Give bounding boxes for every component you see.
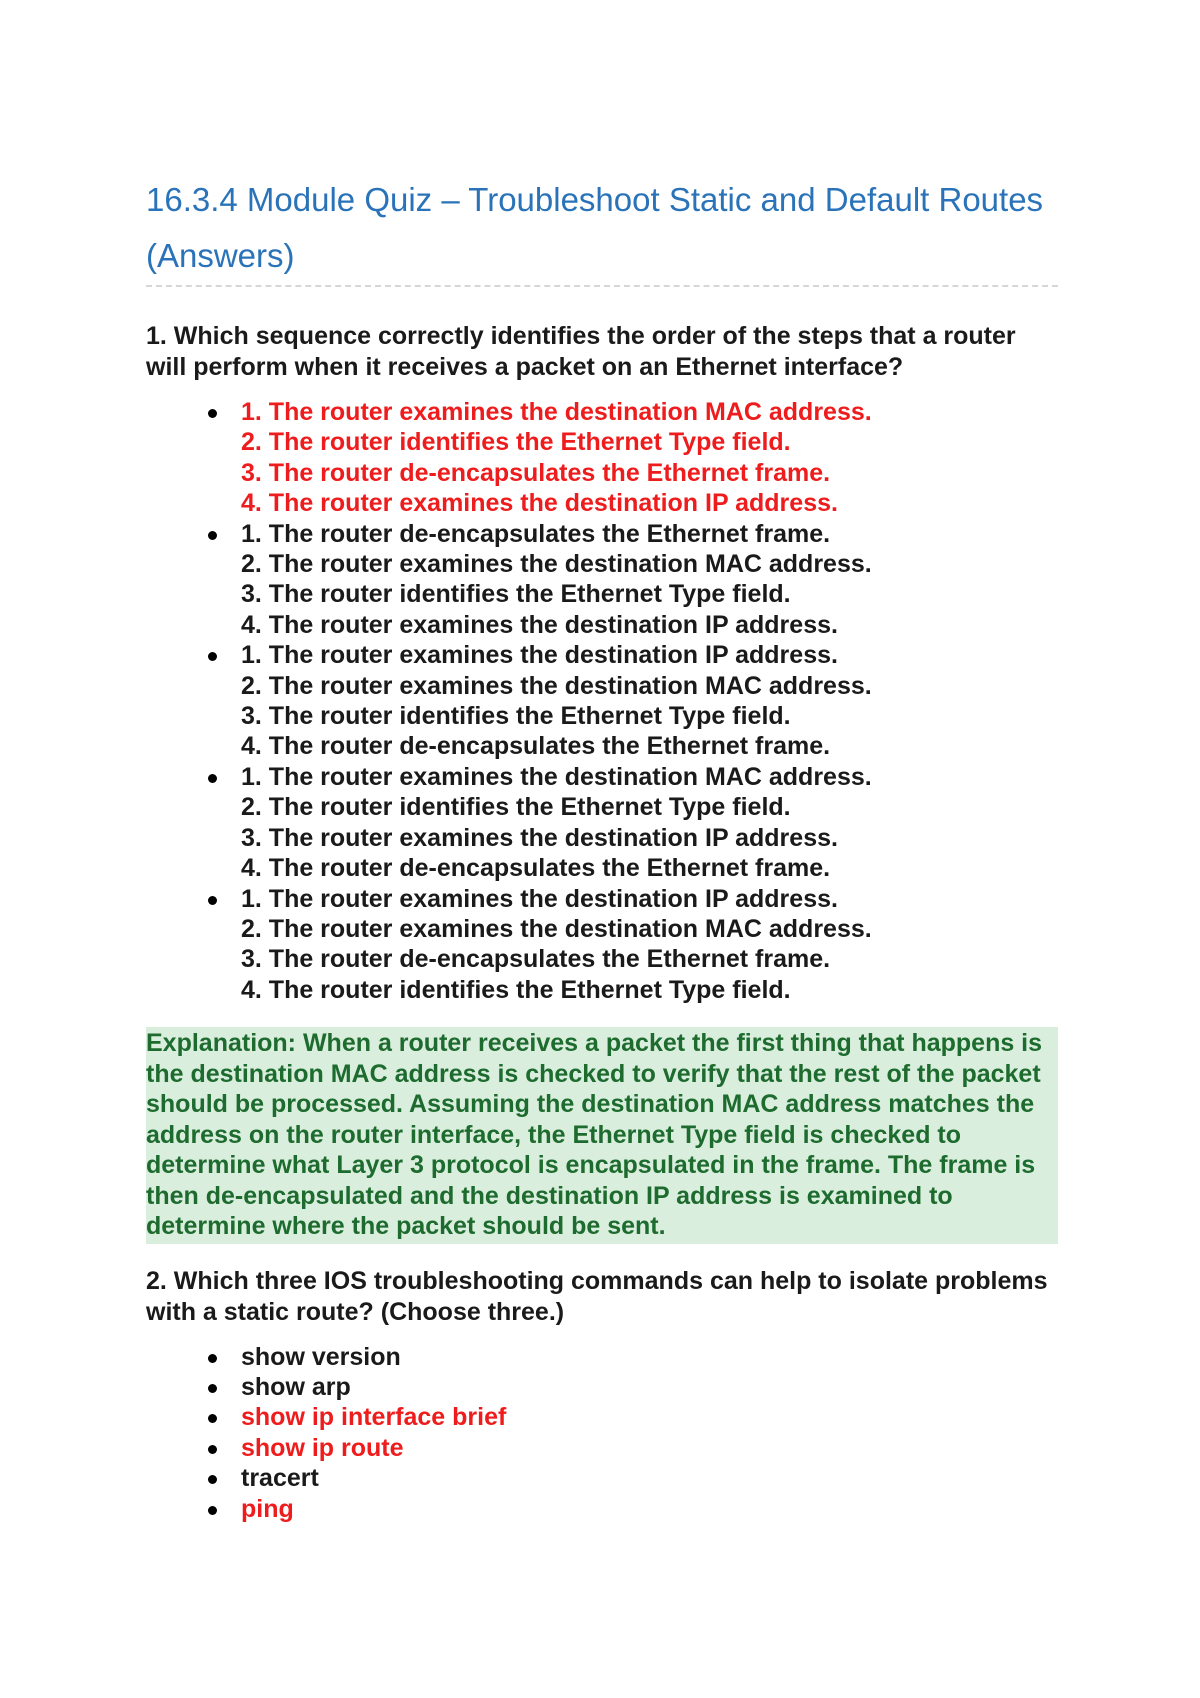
bullet-icon bbox=[208, 409, 217, 418]
option-line: tracert bbox=[241, 1464, 319, 1493]
option-line: 2. The router examines the destination MAC address. bbox=[241, 550, 872, 579]
option-line: 2. The router identifies the Ethernet Type field. bbox=[241, 428, 791, 457]
option-line: 1. The router examines the destination IP address. bbox=[241, 884, 838, 913]
bullet-icon bbox=[208, 774, 217, 783]
option-line: 2. The router identifies the Ethernet Type field. bbox=[241, 793, 791, 822]
option-line: 1. The router de-encapsulates the Ethernet frame. bbox=[241, 519, 831, 548]
option-line: 4. The router de-encapsulates the Ethernet frame. bbox=[241, 854, 831, 883]
answer-option bbox=[146, 1463, 1058, 1493]
answer-option bbox=[146, 1372, 1058, 1402]
bullet-icon bbox=[208, 896, 217, 905]
option-line: 1. The router examines the destination IP address. bbox=[241, 641, 838, 670]
answer-option bbox=[146, 1494, 1058, 1524]
option-line: 3. The router identifies the Ethernet Type field. bbox=[241, 702, 791, 731]
page-title: 16.3.4 Module Quiz – Troubleshoot Static and Default Routes (Answers) bbox=[146, 172, 1058, 287]
option-line: 3. The router de-encapsulates the Ethernet frame. bbox=[241, 945, 831, 974]
document-content bbox=[146, 172, 1058, 1524]
option-line: 1. The router examines the destination MAC address. bbox=[241, 398, 872, 426]
option-line: 4. The router identifies the Ethernet Type field. bbox=[241, 975, 791, 1004]
explanation-box: Explanation: When a router receives a packet the first thing that happens is the destination MAC address is checked to verify that the rest of the packet should be processed. Assuming the destination MAC address matches the address on the router interface, the Ethernet Type field is checked to determine what Layer 3 protocol is encapsulated in the frame. The frame is then de-encapsulated and the destination IP address is examined to determine where the packet should be sent. bbox=[146, 1027, 1058, 1244]
option-line: 3. The router de-encapsulates the Ethernet frame. bbox=[241, 458, 831, 487]
answer-option bbox=[146, 1342, 1058, 1372]
question-2: 2. Which three IOS troubleshooting commands can help to isolate problems with a static route? (Choose three.) bbox=[146, 1266, 1048, 1326]
option-line: show ip interface brief bbox=[241, 1403, 507, 1432]
option-line: 1. The router examines the destination MAC address. bbox=[241, 762, 872, 791]
option-line: 2. The router examines the destination MAC address. bbox=[241, 671, 872, 700]
option-line: 3. The router examines the destination IP address. bbox=[241, 823, 838, 852]
bullet-icon bbox=[208, 652, 217, 661]
option-line: show ip route bbox=[241, 1433, 404, 1462]
answer-option bbox=[146, 884, 1058, 1006]
answer-option bbox=[146, 762, 1058, 884]
option-line: 4. The router examines the destination IP address. bbox=[241, 610, 838, 639]
bullet-icon bbox=[208, 1445, 217, 1454]
bullet-icon bbox=[208, 1384, 217, 1393]
option-line: show version bbox=[241, 1342, 401, 1371]
bullet-icon bbox=[208, 1475, 217, 1484]
option-line: show arp bbox=[241, 1373, 351, 1402]
option-line: 4. The router de-encapsulates the Ethernet frame. bbox=[241, 732, 831, 761]
option-line: 3. The router identifies the Ethernet Type field. bbox=[241, 580, 791, 609]
option-line: ping bbox=[241, 1494, 294, 1523]
bullet-icon bbox=[208, 531, 217, 540]
answer-option bbox=[146, 519, 1058, 641]
question-1-options bbox=[146, 397, 1058, 1005]
question-2-options bbox=[146, 1342, 1058, 1524]
bullet-icon bbox=[208, 1354, 217, 1363]
answer-option bbox=[146, 1433, 1058, 1463]
bullet-icon bbox=[208, 1414, 217, 1423]
answer-option bbox=[146, 397, 1058, 519]
bullet-icon bbox=[208, 1506, 217, 1515]
answer-option bbox=[146, 640, 1058, 762]
answer-option bbox=[146, 1402, 1058, 1432]
option-line: 4. The router examines the destination IP address. bbox=[241, 489, 838, 518]
option-line: 2. The router examines the destination MAC address. bbox=[241, 914, 872, 943]
question-1: 1. Which sequence correctly identifies the order of the steps that a router will perform when it receives a packet on an Ethernet interface? bbox=[146, 322, 1016, 381]
